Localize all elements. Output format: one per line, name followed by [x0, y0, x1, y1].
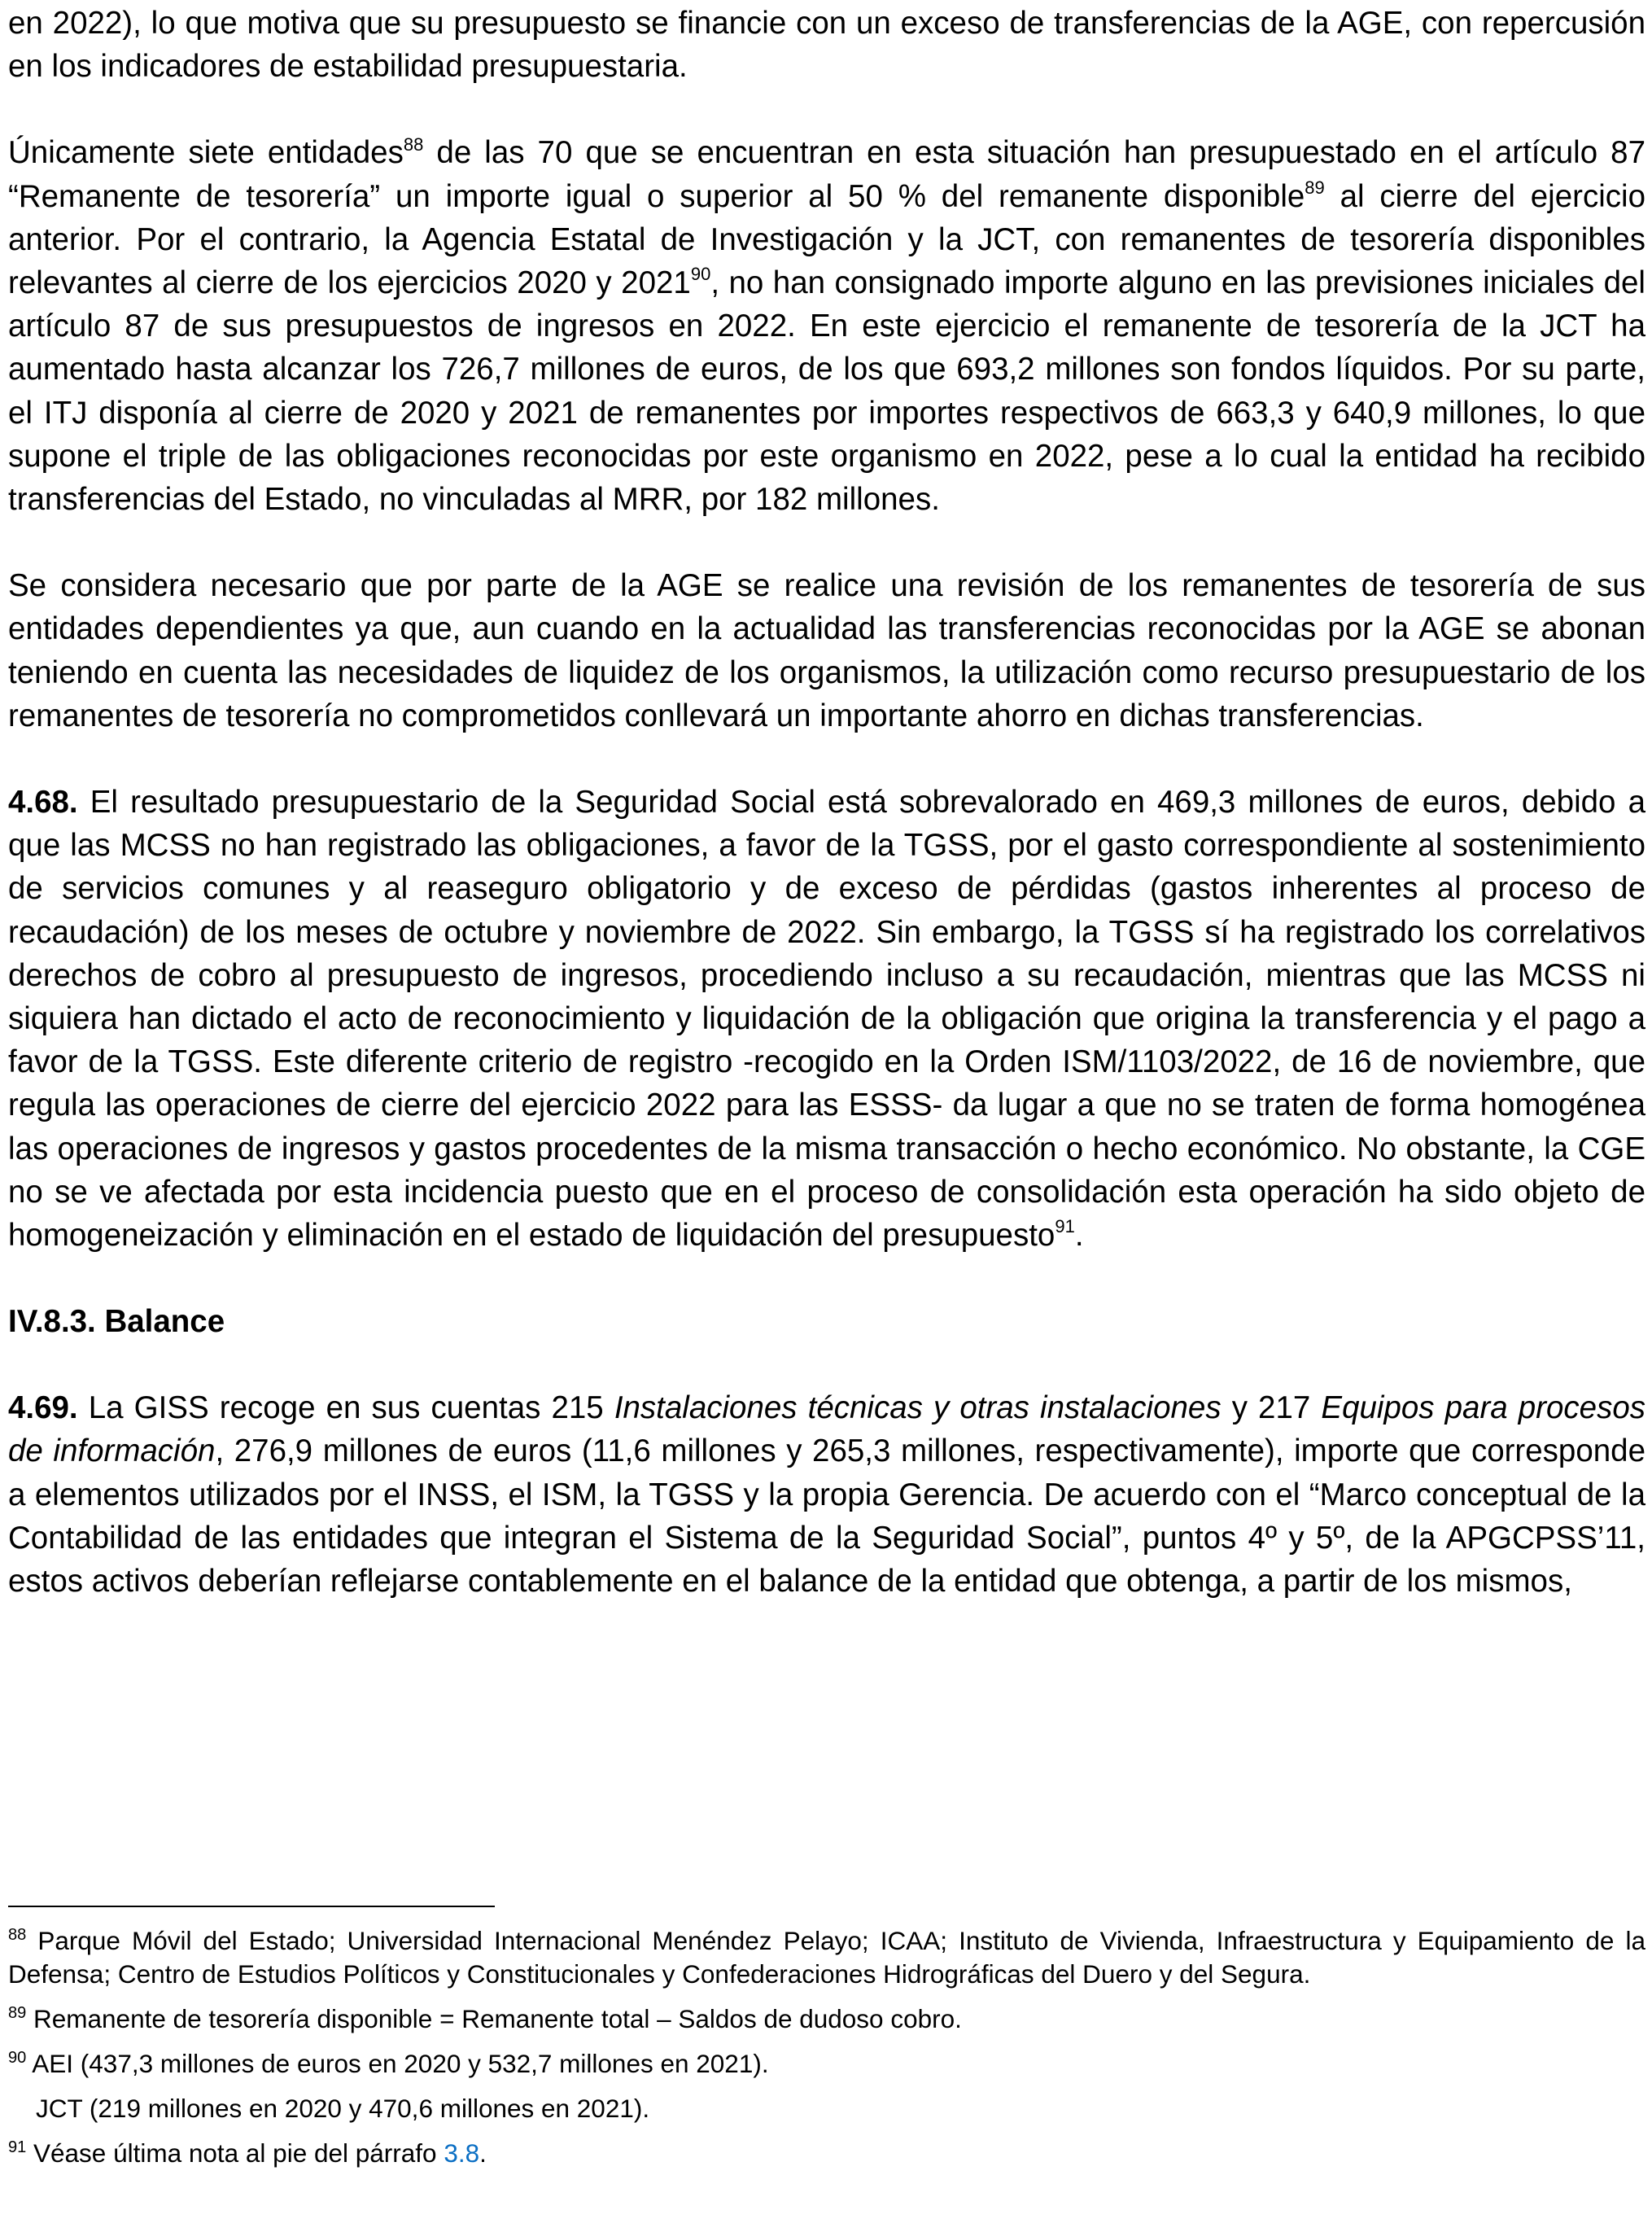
text-span: Únicamente siete entidades [8, 135, 404, 171]
footnote-text: Véase última nota al pie del párrafo [26, 2138, 444, 2168]
footnote-text: Remanente de tesorería disponible = Remanente total – Saldos de dudoso cobro. [26, 2004, 962, 2033]
footnote-88 [8, 1924, 1645, 1991]
footnote-90-continuation: JCT (219 millones en 2020 y 470,6 millones en 2021). [36, 2094, 650, 2123]
text-span: La GISS recoge en sus cuentas 215 [77, 1390, 614, 1426]
paragraph-4-69 [8, 1386, 1645, 1603]
footnote-89 [8, 2002, 1645, 2036]
account-name-italic: Equipos para procesos de información [8, 1390, 1645, 1469]
paragraph-remanentes [8, 131, 1645, 521]
text-span: , 276,9 millones de euros (11,6 millones y 265,3 millones, respectivamente), importe que corresponde a elementos utilizados por el INSS, el ISM, la TGSS y la propia Gerencia. De acuerdo con el “Marco conceptual de la Contabilidad de las entidades que integran el Sistema de la Seguridad Social”, puntos 4º y 5º, de la APGCPSS’11, estos activos deberían reflejarse contablemente en el balance de la entidad que obtenga, a partir de los mismos, [8, 1433, 1645, 1600]
footnote-text: Parque Móvil del Estado; Universidad Internacional Menéndez Pelayo; ICAA; Instituto de Vivienda, Infraestructura y Equipamiento de la Defensa; Centro de Estudios Políticos y Constitucionales y Confederaciones Hidrográficas del Duero y del Segura. [8, 1926, 1645, 1989]
account-name-italic: Instalaciones técnicas y otras instalaciones [614, 1390, 1222, 1426]
paragraph-recommendation: Se considera necesario que por parte de la AGE se realice una revisión de los remanentes de tesorería de sus entidades dependientes ya que, aun cuando en la actualidad las transferencias reconocidas por la AGE se abonan teniendo en cuenta las necesidades de liquidez de los organismos, la utilización como recurso presupuestario de los remanentes de tesorería no comprometidos conllevará un importante ahorro en dichas transferencias. [8, 568, 1645, 733]
footnote-ref-89[interactable]: 89 [1305, 177, 1325, 198]
footnote-number: 88 [8, 1925, 27, 1944]
text-span: y 217 [1221, 1390, 1322, 1426]
footnote-91 [8, 2137, 1645, 2170]
footnote-number: 91 [8, 2138, 27, 2156]
footnote-separator [8, 1906, 495, 1907]
footnote-ref-90[interactable]: 90 [690, 264, 711, 285]
paragraph-4-68 [8, 781, 1645, 1257]
text-span: . [1074, 1218, 1084, 1254]
text-span: de las 70 que se encuentran en esta situación han presupuestado en el artículo 87 “Remanente de tesorería” un importe igual o superior al 50 % del remanente disponible [8, 135, 1646, 214]
footnotes [8, 1924, 1645, 2170]
paragraph-number: 4.68. [8, 785, 78, 821]
paragraph-link-3-8[interactable]: 3.8 [444, 2138, 480, 2168]
footnote-text: AEI (437,3 millones de euros en 2020 y 532,7 millones en 2021). [26, 2049, 769, 2078]
paragraph-continuation: en 2022), lo que motiva que su presupuesto se financie con un exceso de transferencias de la AGE, con repercusión en los indicadores de estabilidad presupuestaria. [8, 6, 1645, 85]
footnote-text: . [479, 2138, 487, 2168]
footnote-ref-88[interactable]: 88 [403, 133, 424, 155]
text-span: , no han consignado importe alguno en las previsiones iniciales del artículo 87 de sus presupuestos de ingresos en 2022. En este ejercicio el remanente de tesorería de la JCT ha aumentado hasta alcanzar los 726,7 millones de euros, de los que 693,2 millones son fondos líquidos. Por su parte, el ITJ disponía al cierre de 2020 y 2021 de remanentes por importes respectivos de 663,3 y 640,9 millones, lo que supone el triple de las obligaciones reconocidas por este organismo en 2022, pese a lo cual la entidad ha recibido transferencias del Estado, no vinculadas al MRR, por 182 millones. [8, 265, 1645, 518]
section-heading: IV.8.3. Balance [8, 1304, 225, 1340]
text-span: al cierre del ejercicio anterior. Por el contrario, la Agencia Estatal de Investigación y la JCT, con remanentes de tesorería disponibles relevantes al cierre de los ejercicios 2020 y 2021 [8, 178, 1645, 301]
document-page [8, 2, 1645, 1603]
paragraph-number: 4.69. [8, 1390, 78, 1426]
footnote-number: 89 [8, 2003, 27, 2022]
footnote-ref-91[interactable]: 91 [1055, 1216, 1075, 1237]
footnote-number: 90 [8, 2048, 27, 2067]
text-span: El resultado presupuestario de la Seguridad Social está sobrevalorado en 469,3 millones de euros, debido a que las MCSS no han registrado las obligaciones, a favor de la TGSS, por el gasto correspondiente al sostenimiento de servicios comunes y al reaseguro obligatorio y de exceso de pérdidas (gastos inherentes al proceso de recaudación) de los meses de octubre y noviembre de 2022. Sin embargo, la TGSS sí ha registrado los correlativos derechos de cobro al presupuesto de ingresos, procediendo incluso a su recaudación, mientras que las MCSS ni siquiera han dictado el acto de reconocimiento y liquidación de la obligación que origina la transferencia y el pago a favor de la TGSS. Este diferente criterio de registro -recogido en la Orden ISM/1103/2022, de 16 de noviembre, que regula las operaciones de cierre del ejercicio 2022 para las ESSS- da lugar a que no se traten de forma homogénea las operaciones de ingresos y gastos procedentes de la misma transacción o hecho económico. No obstante, la CGE no se ve afectada por esta incidencia puesto que en el proceso de consolidación esta operación ha sido objeto de homogeneización y eliminación en el estado de liquidación del presupuesto [8, 785, 1645, 1254]
footnote-90 [8, 2047, 1645, 2081]
